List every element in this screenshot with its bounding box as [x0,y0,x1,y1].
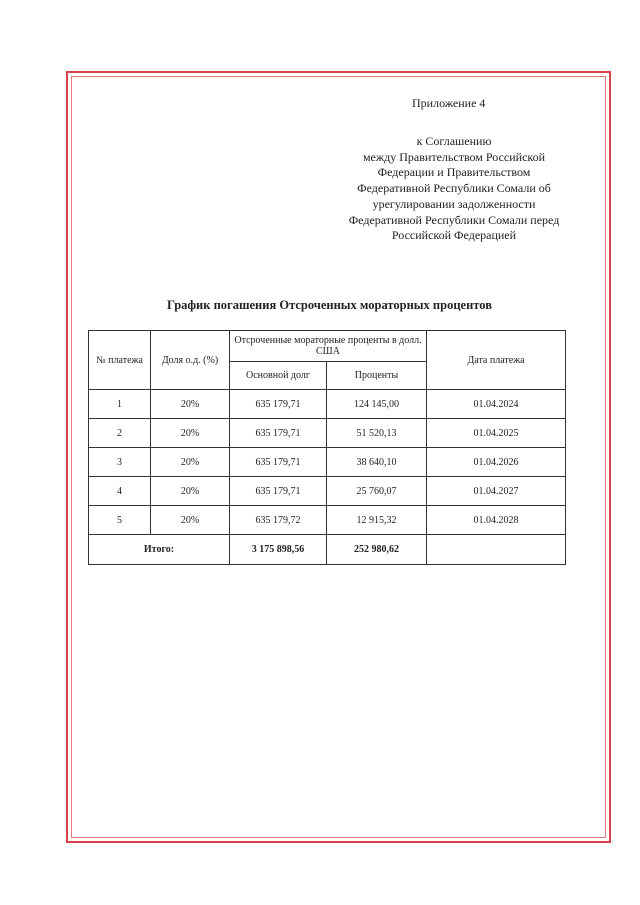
cell-date: 01.04.2028 [427,506,566,535]
header-payment-number: № платежа [89,331,151,390]
total-principal: 3 175 898,56 [230,535,327,565]
cell-date: 01.04.2027 [427,477,566,506]
cell-date: 01.04.2026 [427,448,566,477]
cell-date: 01.04.2024 [427,390,566,419]
table-row [89,419,566,448]
cell-interest: 25 760,07 [327,477,427,506]
document-title: График погашения Отсроченных мораторных процентов [167,298,492,312]
cell-interest: 38 640,10 [327,448,427,477]
header-principal: Основной долг [230,362,327,390]
total-interest: 252 980,62 [327,535,427,565]
cell-interest: 51 520,13 [327,419,427,448]
cell-principal: 635 179,72 [230,506,327,535]
header-interest: Проценты [327,362,427,390]
total-date-cell [427,535,566,565]
agreement-line: Российской Федерацией [391,228,517,243]
agreement-line: Федеративной Республики Сомали перед [348,212,560,227]
cell-date: 01.04.2025 [427,419,566,448]
header-share: Доля о.д. (%) [151,331,230,390]
cell-principal: 635 179,71 [230,448,327,477]
cell-payment-number: 1 [89,390,151,419]
table-row [89,390,566,419]
agreement-line: Федерации и Правительством [377,165,531,180]
table-row [89,506,566,535]
cell-interest: 124 145,00 [327,390,427,419]
cell-payment-number: 3 [89,448,151,477]
agreement-line: между Правительством Российской [362,149,546,164]
cell-payment-number: 4 [89,477,151,506]
cell-principal: 635 179,71 [230,390,327,419]
cell-principal: 635 179,71 [230,477,327,506]
table-total-row [89,535,566,565]
cell-share: 20% [151,477,230,506]
agreement-line: Федеративной Республики Сомали об [357,181,551,196]
payment-schedule-table [88,330,566,565]
total-label: Итого: [89,535,230,565]
cell-share: 20% [151,419,230,448]
cell-payment-number: 5 [89,506,151,535]
agreement-reference [330,134,578,244]
header-deferred-interest-group: Отсроченные мораторные проценты в долл. США [230,331,427,362]
table-row [89,448,566,477]
cell-share: 20% [151,448,230,477]
agreement-line: урегулировании задолженности [372,196,536,211]
table-row [89,477,566,506]
cell-share: 20% [151,390,230,419]
cell-share: 20% [151,506,230,535]
cell-interest: 12 915,32 [327,506,427,535]
cell-payment-number: 2 [89,419,151,448]
agreement-line: к Соглашению [416,134,492,148]
header-payment-date: Дата платежа [427,331,566,390]
appendix-label: Приложение 4 [412,96,486,110]
table-header-row [89,331,566,362]
cell-principal: 635 179,71 [230,419,327,448]
